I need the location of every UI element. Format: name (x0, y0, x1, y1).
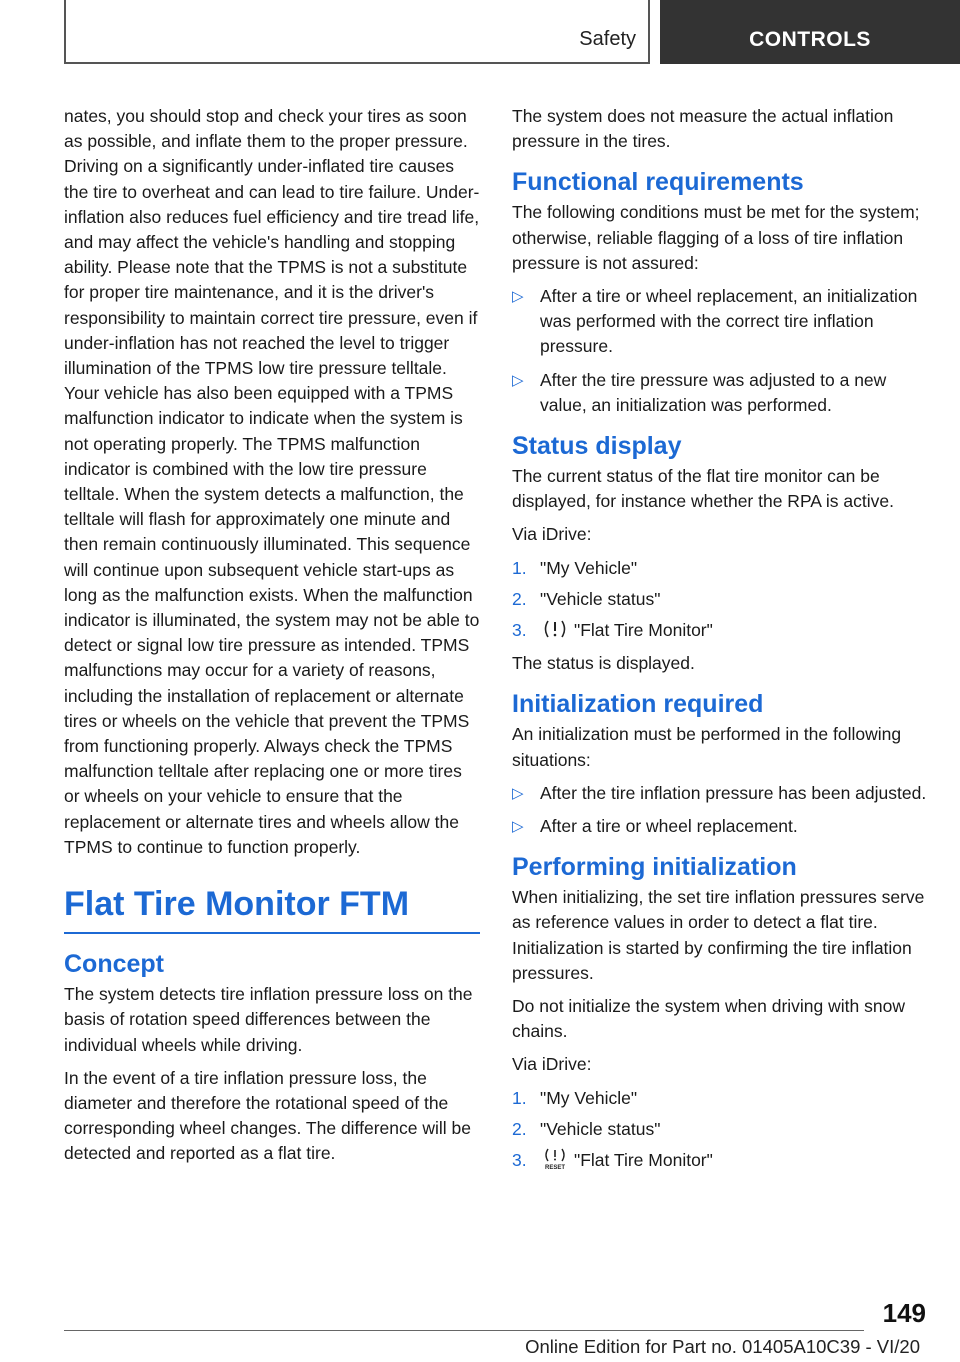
section-title-flat-tire-monitor: Flat Tire Monitor FTM (64, 884, 480, 934)
list-item: 3. "Flat Tire Monitor" (512, 620, 713, 641)
left-column (64, 104, 480, 1175)
list-item: 3. RESET "Flat Tire Monitor" (512, 1150, 713, 1171)
list-item: 2. "Vehicle status" (512, 1118, 661, 1139)
triangle-bullet-icon: ▷ (512, 371, 524, 389)
heading-initialization-required: Initialization required (512, 690, 764, 719)
list-item: 1. "My Vehicle" (512, 557, 638, 578)
heading-functional-requirements: Functional requirements (512, 168, 804, 197)
heading-performing-initialization: Performing initialization (512, 853, 797, 882)
tire-warning-icon (542, 618, 568, 640)
measurement-note: The system does not measure the actual inflation pressure in the tires. (512, 106, 894, 152)
tire-reset-icon (542, 1148, 568, 1170)
footer-divider (64, 1330, 864, 1331)
functional-requirements-text: The following conditions must be met for the system; otherwise, reliable flagging of a loss of tire inflation pressure is not assured: (512, 202, 920, 273)
concept-paragraph-2: In the event of a tire inflation pressure loss, the diameter and therefore the rotational speed of the corresponding wheel changes. The difference will be detected and reported as a flat tire. (64, 1067, 471, 1164)
initialization-situations-list (512, 781, 928, 839)
tpms-continued-paragraph: nates, you should stop and check your tires as soon as possible, and inflate them to the proper pressure. Driving on a significantly under-inflated tire causes the tire to overheat and can lead to tire failure. Under-inflation also reduces fuel efficiency and tire tread life, and may affect the vehicle's handling and stopping ability. Please note that the TPMS is not a substitute for proper tire maintenance, and it is the driver's responsibility to maintain correct tire pressure, even if under-inflation has not reached the level to trigger illumination of the TPMS low tire pressure telltale. Your vehicle has also been equipped with a TPMS malfunction indicator to indicate when the system is not operating properly. The TPMS malfunction indicator is combined with the low tire pressure telltale. When the system detects a malfunction, the telltale will flash for approximately one minute and then remain continuously illuminated. This sequence will continue upon subsequent vehicle start-ups as long as the malfunction exists. When the malfunction indicator is illuminated, the system may not be able to detect or signal low tire pressure as intended. TPMS malfunctions may occur for a variety of reasons, including the installation of replacement or alternate tires or wheels on the vehicle that prevent the TPMS from functioning properly. Always check the TPMS malfunction telltale after replacing one or more tires or wheels on your vehicle to ensure that the replacement or alternate tires and wheels allow the TPMS to continue to function properly. (64, 106, 480, 857)
heading-concept: Concept (64, 950, 164, 979)
via-idrive-label: Via iDrive: (512, 524, 592, 545)
initialization-steps-list (512, 1086, 928, 1174)
svg-text:RESET: RESET (544, 1165, 566, 1171)
edition-footer: Online Edition for Part no. 01405A10C39 - VI/20 (525, 1336, 920, 1357)
performing-initialization-paragraph-1: When initializing, the set tire inflation pressures serve as reference values in order to detect a flat tire. Initialization is started by confirming the tire inflation pressures. (512, 887, 925, 983)
via-idrive-label: Via iDrive: (512, 1054, 592, 1075)
list-item: ▷ After a tire or wheel replacement, an initialization was performed with the correct tire inflation pressure. (512, 286, 918, 357)
list-item: ▷ After the tire pressure was adjusted to a new value, an initialization was performed. (512, 369, 887, 415)
performing-initialization-paragraph-2: Do not initialize the system when driving with snow chains. (512, 996, 905, 1042)
header-tab-outline (64, 0, 650, 64)
header-chapter-label: CONTROLS (660, 0, 960, 64)
header-section-label: Safety (579, 28, 636, 50)
status-steps-list (512, 556, 928, 644)
triangle-bullet-icon: ▷ (512, 288, 524, 306)
initialization-required-text: An initialization must be performed in the following situations: (512, 724, 902, 770)
heading-status-display: Status display (512, 432, 682, 461)
page-number: 149 (882, 1298, 926, 1328)
status-display-text: The current status of the flat tire monitor can be displayed, for instance whether the RPA is active. (512, 466, 894, 512)
triangle-bullet-icon: ▷ (512, 784, 524, 802)
list-item: 1. "My Vehicle" (512, 1087, 638, 1108)
list-item: ▷ After the tire inflation pressure has been adjusted. (512, 781, 928, 806)
list-item: ▷ After a tire or wheel replacement. (512, 814, 928, 839)
status-result-text: The status is displayed. (512, 653, 695, 674)
list-item: 2. "Vehicle status" (512, 588, 661, 609)
triangle-bullet-icon: ▷ (512, 818, 524, 836)
functional-requirements-list (512, 284, 928, 418)
concept-paragraph-1: The system detects tire inflation pressure loss on the basis of rotation speed differences between the individual wheels while driving. (64, 984, 473, 1055)
right-column (512, 104, 928, 1181)
